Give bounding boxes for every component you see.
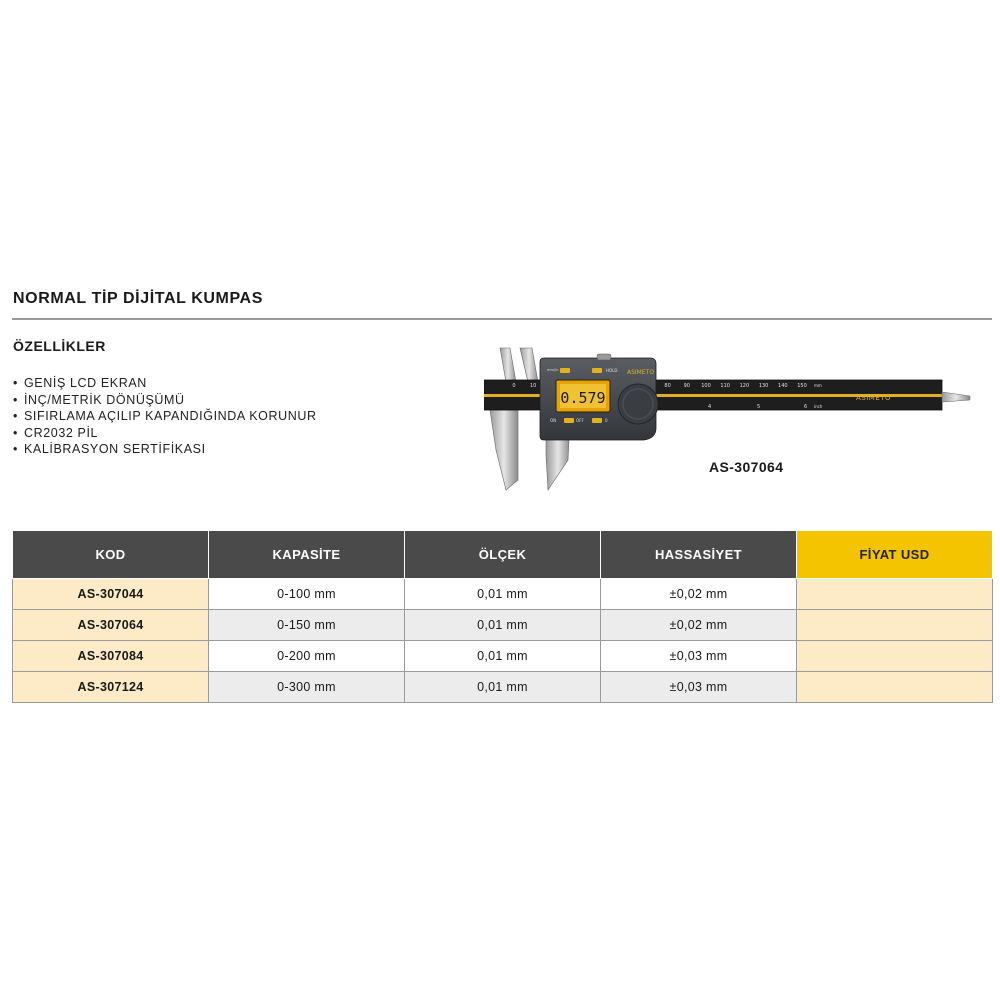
bullet-icon: • (13, 409, 18, 423)
table-row (13, 579, 993, 610)
accuracy-cell: ±0,02 mm (601, 579, 797, 610)
col-header-accuracy: HASSASİYET (601, 531, 797, 579)
feature-item: • İNÇ/METRİK DÖNÜŞÜMÜ (13, 392, 185, 407)
accuracy-cell: ±0,03 mm (601, 641, 797, 672)
price-cell (797, 579, 993, 610)
scale-cell: 0,01 mm (405, 610, 601, 641)
price-cell (797, 672, 993, 703)
scale-number: 80 (664, 383, 671, 389)
slider-brand-label: ASIMETO (627, 369, 655, 376)
zero-label: 0 (605, 418, 608, 423)
feature-item: • GENİŞ LCD EKRAN (13, 376, 147, 390)
scale-number: 0 (512, 383, 516, 389)
beam-brand-label: ASIMETO (856, 394, 892, 402)
table-header-row (13, 531, 993, 579)
specs-table (12, 530, 993, 703)
scale-number: 140 (778, 383, 788, 389)
lcd-readout: 0.579 (560, 389, 606, 407)
scale-cell: 0,01 mm (405, 579, 601, 610)
col-header-code: KOD (13, 531, 209, 579)
product-code-label: AS-307064 (709, 459, 784, 475)
inch-unit-label: inch (814, 404, 823, 409)
price-cell (797, 641, 993, 672)
col-header-capacity: KAPASİTE (209, 531, 405, 579)
scale-cell: 0,01 mm (405, 641, 601, 672)
code-cell: AS-307124 (13, 672, 209, 703)
scale-cell: 0,01 mm (405, 672, 601, 703)
features-list (13, 375, 317, 458)
page-title: NORMAL TİP DİJİTAL KUMPAS (13, 290, 263, 307)
accuracy-cell: ±0,03 mm (601, 672, 797, 703)
inch-number: 6 (804, 404, 808, 410)
mm-in-label: mm/in (547, 368, 559, 372)
scale-number: 10 (530, 383, 537, 389)
bullet-icon: • (13, 442, 18, 456)
scale-number: 100 (701, 383, 711, 389)
table-row (13, 610, 993, 641)
table-row (13, 641, 993, 672)
col-header-scale: ÖLÇEK (405, 531, 601, 579)
code-cell: AS-307084 (13, 641, 209, 672)
accuracy-cell: ±0,02 mm (601, 610, 797, 641)
capacity-cell: 0-150 mm (209, 610, 405, 641)
scale-number: 150 (797, 383, 807, 389)
scale-number: 120 (739, 383, 750, 389)
table-row (13, 672, 993, 703)
capacity-cell: 0-200 mm (209, 641, 405, 672)
scale-unit-label: mm (814, 383, 822, 388)
capacity-cell: 0-100 mm (209, 579, 405, 610)
off-label: OFF (576, 418, 584, 423)
feature-item: • CR2032 PİL (13, 425, 99, 440)
bullet-icon: • (13, 392, 18, 407)
bullet-icon: • (13, 425, 18, 440)
bullet-icon: • (13, 376, 18, 390)
feature-item: • KALİBRASYON SERTİFİKASI (13, 442, 206, 456)
inch-number: 4 (708, 404, 712, 410)
inch-number: 5 (757, 404, 761, 410)
on-label: ON (550, 418, 557, 423)
price-cell (797, 610, 993, 641)
hold-label: HOLD (606, 368, 618, 373)
code-cell: AS-307044 (13, 579, 209, 610)
title-divider (12, 318, 992, 320)
capacity-cell: 0-300 mm (209, 672, 405, 703)
scale-number: 110 (720, 383, 730, 389)
code-cell: AS-307064 (13, 610, 209, 641)
features-heading: ÖZELLİKLER (13, 338, 106, 354)
scale-number: 130 (758, 383, 769, 389)
scale-number: 90 (683, 383, 690, 389)
col-header-price: FİYAT USD (797, 531, 993, 579)
feature-item: • SIFIRLAMA AÇILIP KAPANDIĞINDA KORUNUR (13, 409, 317, 423)
